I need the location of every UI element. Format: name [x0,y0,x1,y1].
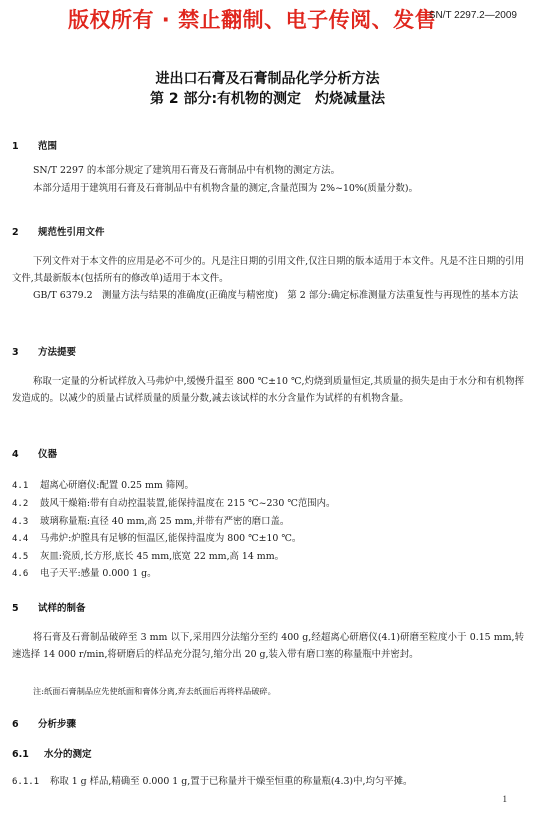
document-title: 进出口石膏及石膏制品化学分析方法 [155,71,380,87]
section-heading-principle [12,344,76,358]
apparatus-item: 4.5 灰皿:瓷质,长方形,底长 45 mm,底宽 22 mm,高 14 mm。 [12,551,284,562]
section-heading-apparatus [12,446,57,460]
subsection-number: 6.1 [12,749,29,760]
apparatus-item: 4.4 马弗炉:炉膛具有足够的恒温区,能保持温度为 800 ℃±10 ℃。 [12,533,302,544]
section-title: 仪器 [38,449,58,460]
section-title: 方法提要 [38,347,77,358]
page-number: 1 [502,794,507,804]
section-title: 分析步骤 [38,719,77,730]
section-heading-normative-references [12,224,105,238]
section-heading-procedure [12,716,76,730]
paragraph: 下列文件对于本文件的应用是必不可少的。凡是注日期的引用文件,仅注日期的版本适用于本文件。凡是不注日期的引用文件,其最新版本(包括所有的修改单)适用于本文件。 [12,256,524,284]
paragraph: 本部分适用于建筑用石膏及石膏制品中有机物含量的测定,含量范围为 2%~10%(质量分数)。 [33,183,418,194]
section-number: 2 [12,227,19,238]
section-number: 1 [12,141,19,152]
subsection-title: 水分的测定 [44,749,92,760]
copyright-watermark: 版权所有 · 禁止翻制、电子传阅、发售 [68,8,437,32]
section-heading-sample-preparation [12,600,86,614]
paragraph: SN/T 2297 的本部分规定了建筑用石膏及石膏制品中有机物的测定方法。 [33,165,340,176]
section-number: 6 [12,719,19,730]
section-number: 5 [12,603,19,614]
paragraph: 将石膏及石膏制品破碎至 3 mm 以下,采用四分法缩分至约 400 g,经超离心研磨仪(4.1)研磨至粒度小于 0.15 mm,转速选择 14 000 r/min,将研磨后的样品充分混匀,缩分出 20 g,装入带有磨口塞的称量瓶中并密封。 [12,632,524,660]
apparatus-item: 4.2 鼓风干燥箱:带有自动控温装置,能保持温度在 215 ℃~230 ℃范围内。 [12,498,336,509]
section-title: 规范性引用文件 [38,227,105,238]
subsection-heading-moisture [12,746,92,760]
standard-number: SN/T 2297.2—2009 [428,10,517,21]
note: 注:纸面石膏制品应先使纸面和膏体分离,弃去纸面后再将样品破碎。 [33,686,276,696]
procedure-step: 6.1.1 称取 1 g 样品,精确至 0.000 1 g,置于已称量并干燥至恒重的称量瓶(4.3)中,均匀平摊。 [12,776,413,787]
section-title: 范围 [38,141,58,152]
section-heading-scope [12,138,57,152]
section-number: 3 [12,347,19,358]
apparatus-item: 4.1 超离心研磨仪:配置 0.25 mm 筛网。 [12,480,194,491]
paragraph: 称取一定量的分析试样放入马弗炉中,缓慢升温至 800 ℃±10 ℃,灼烧到质量恒定,其质量的损失是由于水分和有机物挥发造成的。以减少的质量占试样质量的质量分数,减去该试样的水分含量作为试样的有机物含量。 [12,376,524,404]
section-number: 4 [12,449,19,460]
apparatus-item: 4.3 玻璃称量瓶:直径 40 mm,高 25 mm,并带有严密的磨口盖。 [12,516,290,527]
section-title: 试样的制备 [38,603,86,614]
document-subtitle: 第 2 部分:有机物的测定 灼烧减量法 [149,91,386,107]
paragraph: GB/T 6379.2 测量方法与结果的准确度(正确度与精密度) 第 2 部分:确定标准测量方法重复性与再现性的基本方法 [33,290,519,301]
apparatus-item: 4.6 电子天平:感量 0.000 1 g。 [12,568,157,579]
